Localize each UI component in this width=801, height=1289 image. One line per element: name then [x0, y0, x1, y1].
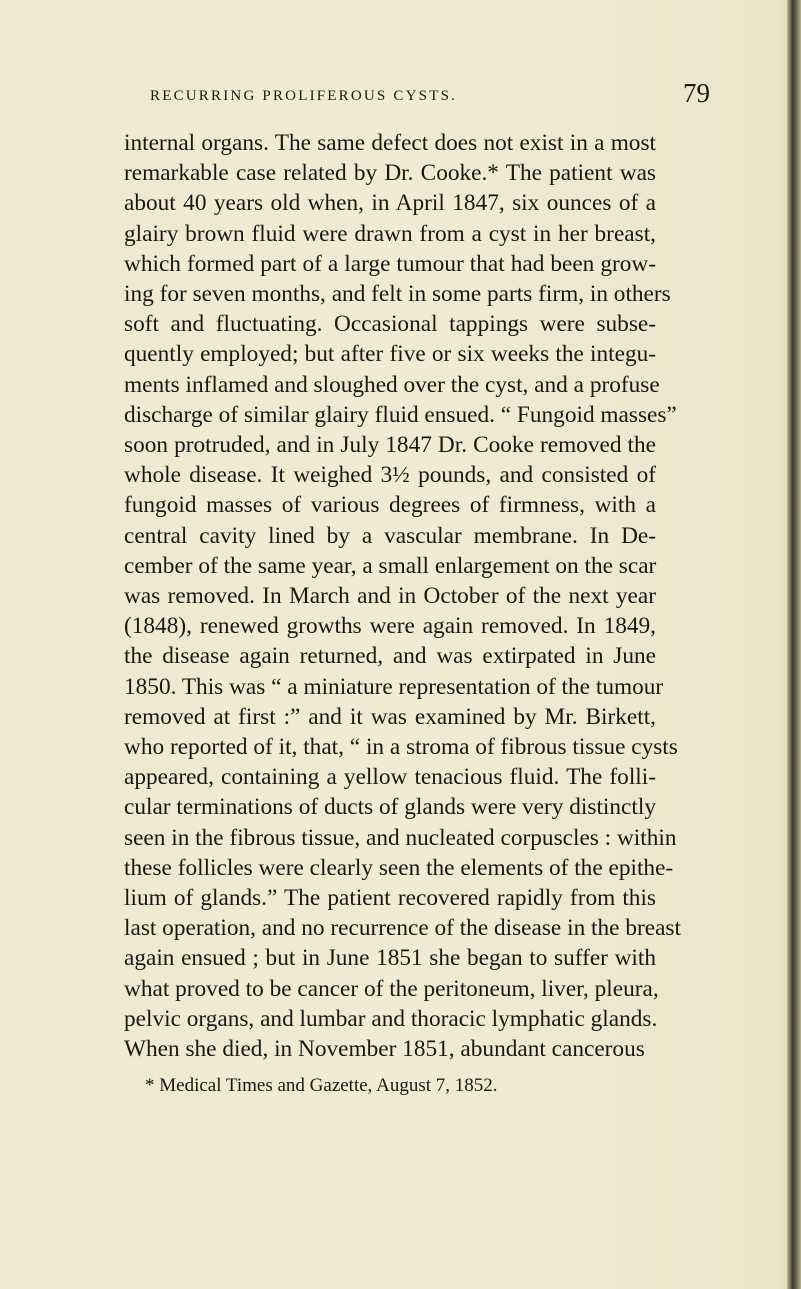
text-line: (1848), renewed growths were again removed. In 1849,: [124, 613, 656, 640]
page-header: [150, 78, 710, 112]
text-line: discharge of similar glairy fluid ensued. “ Fungoid masses”: [124, 401, 677, 428]
text-line: about 40 years old when, in April 1847, six ounces of a: [124, 190, 656, 217]
text-line: which formed part of a large tumour that had been grow-: [124, 250, 656, 277]
text-line: lium of glands.” The patient recovered rapidly from this: [124, 885, 656, 912]
page-number: 79: [683, 78, 710, 108]
text-line: cular terminations of ducts of glands were very distinctly: [124, 794, 656, 821]
text-line: again ensued ; but in June 1851 she began to suffer with: [124, 945, 656, 972]
text-line: fungoid masses of various degrees of firmness, with a: [124, 492, 656, 519]
text-line: cember of the same year, a small enlargement on the scar: [124, 552, 657, 579]
page-edge-shadow: [787, 0, 801, 1289]
text-line: the disease again returned, and was extirpated in June: [124, 643, 656, 670]
text-line: soon protruded, and in July 1847 Dr. Cooke removed the: [124, 432, 656, 459]
text-line: seen in the fibrous tissue, and nucleated corpuscles : within: [124, 824, 677, 851]
text-line: central cavity lined by a vascular membrane. In De-: [124, 522, 656, 549]
running-head: RECURRING PROLIFEROUS CYSTS.: [150, 88, 458, 104]
text-line: When she died, in November 1851, abundant cancerous: [124, 1036, 645, 1063]
text-line: quently employed; but after five or six weeks the integu-: [124, 341, 656, 368]
text-line: ing for seven months, and felt in some parts firm, in others: [124, 281, 671, 308]
text-line: appeared, containing a yellow tenacious fluid. The folli-: [124, 764, 656, 791]
text-line: internal organs. The same defect does not exist in a most: [124, 130, 656, 156]
text-line: who reported of it, that, “ in a stroma of fibrous tissue cysts: [124, 734, 678, 761]
text-line: was removed. In March and in October of the next year: [124, 583, 656, 610]
text-line: what proved to be cancer of the peritoneum, liver, pleura,: [124, 975, 659, 1002]
text-line: pelvic organs, and lumbar and thoracic lymphatic glands.: [124, 1005, 658, 1032]
text-line: ments inflamed and sloughed over the cyst, and a profuse: [124, 371, 660, 398]
text-line: whole disease. It weighed 3½ pounds, and consisted of: [124, 462, 656, 489]
text-line: remarkable case related by Dr. Cooke.* The patient was: [124, 160, 656, 187]
text-line: glairy brown fluid were drawn from a cyst in her breast,: [124, 220, 656, 247]
body-text: [124, 128, 681, 1064]
text-line: these follicles were clearly seen the elements of the epithe-: [124, 854, 674, 881]
text-line: last operation, and no recurrence of the disease in the breast: [124, 915, 681, 942]
text-line: 1850. This was “ a miniature representation of the tumour: [124, 673, 664, 700]
text-line: removed at first :” and it was examined by Mr. Birkett,: [124, 703, 656, 730]
footnote: * Medical Times and Gazette, August 7, 1852.: [145, 1075, 498, 1096]
text-line: soft and fluctuating. Occasional tappings were subse-: [124, 311, 656, 338]
